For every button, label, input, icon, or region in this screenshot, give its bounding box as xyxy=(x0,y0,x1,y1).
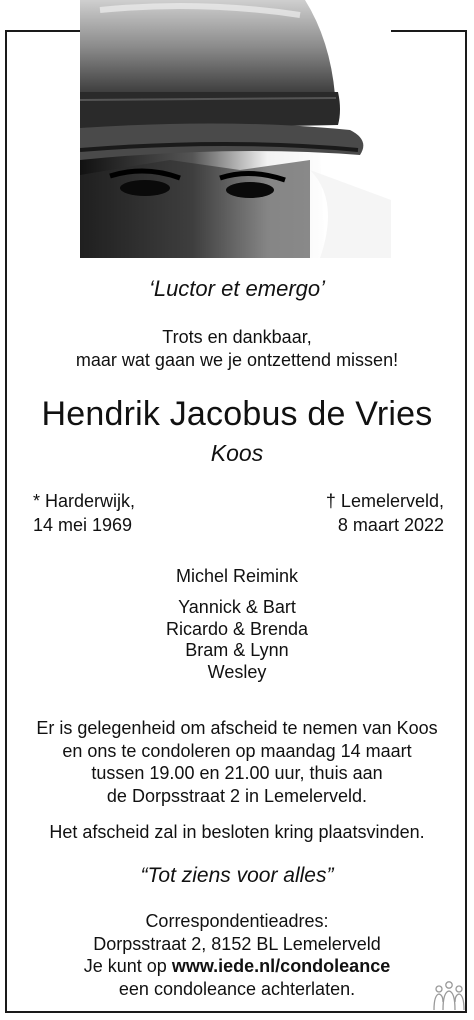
birth-place: * Harderwijk, xyxy=(33,491,136,511)
visitation-info xyxy=(0,717,474,807)
info-line: Er is gelegenheid om afscheid te nemen van Koos xyxy=(36,718,438,738)
contact-closing: een condoleance achterlaten. xyxy=(118,978,356,999)
intro-line: maar wat gaan we je ontzettend missen! xyxy=(75,350,399,370)
condolence-link[interactable]: www.iede.nl/condoleance xyxy=(171,956,391,976)
portrait-photo xyxy=(80,0,391,258)
man-with-hat-illustration xyxy=(80,0,391,258)
list-item: Yannick & Bart xyxy=(178,597,296,617)
death-info xyxy=(326,489,444,537)
birth-info xyxy=(33,489,135,537)
list-item: Wesley xyxy=(207,661,267,682)
death-date: 8 maart 2022 xyxy=(337,515,444,535)
birth-date: 14 mei 1969 xyxy=(33,515,133,535)
intro-line: Trots en dankbaar, xyxy=(162,327,312,347)
contact-url-line xyxy=(0,955,474,978)
url-prefix: Je kunt op xyxy=(83,956,172,976)
info-line: en ons te condoleren op maandag 14 maart xyxy=(62,740,412,761)
deceased-name: Hendrik Jacobus de Vries xyxy=(41,395,433,433)
list-item: Ricardo & Brenda xyxy=(165,618,309,639)
partner-name: Michel Reimink xyxy=(175,566,299,586)
children-list xyxy=(0,597,474,683)
people-group-icon xyxy=(431,980,467,1012)
motto: ‘Luctor et emergo’ xyxy=(148,276,326,301)
death-place: † Lemelerveld, xyxy=(325,491,444,511)
contact-info xyxy=(0,910,474,1000)
private-ceremony-note: Het afscheid zal in besloten kring plaatsvinden. xyxy=(49,822,425,842)
intro-text xyxy=(0,326,474,372)
info-line: de Dorpsstraat 2 in Lemelerveld. xyxy=(106,785,368,806)
contact-address: Dorpsstraat 2, 8152 BL Lemelerveld xyxy=(93,933,381,954)
list-item: Bram & Lynn xyxy=(185,640,289,660)
contact-heading: Correspondentieadres: xyxy=(145,911,329,931)
info-line: tussen 19.00 en 21.00 uur, thuis aan xyxy=(91,763,383,783)
nickname: Koos xyxy=(210,440,264,466)
farewell-quote: “Tot ziens voor alles” xyxy=(140,864,334,887)
